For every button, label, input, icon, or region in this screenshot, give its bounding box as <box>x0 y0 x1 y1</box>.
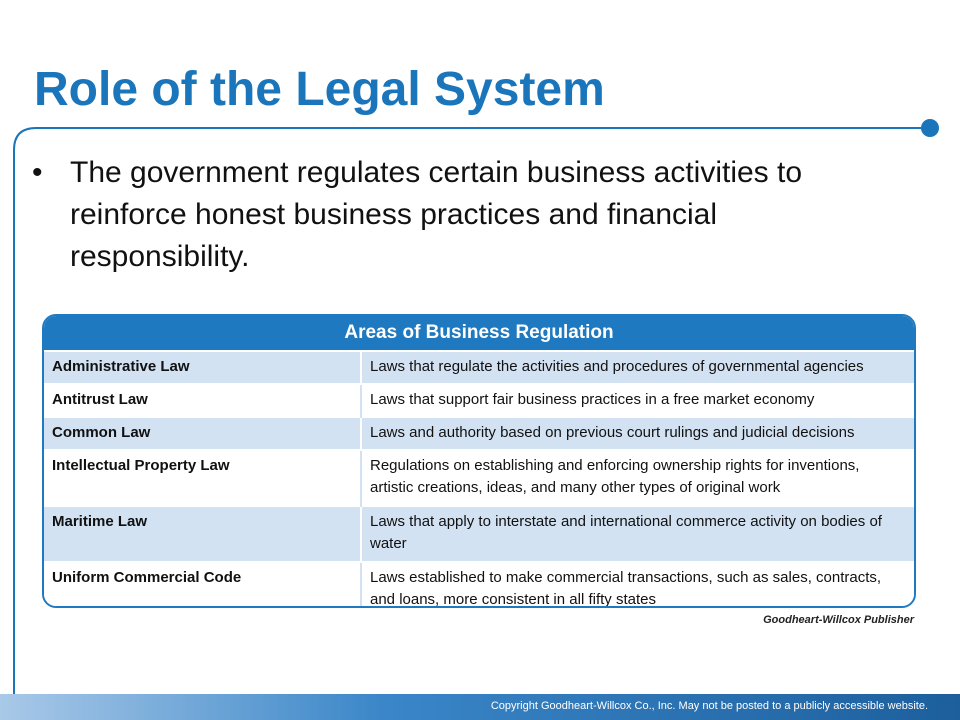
table-row <box>44 450 914 506</box>
row-description: Laws that support fair business practices in a free market economy <box>361 384 914 417</box>
bullet-text: The government regulates certain business activities to reinforce honest business practices and financial responsibility. <box>70 156 803 273</box>
table-row <box>44 384 914 417</box>
row-term: Intellectual Property Law <box>44 450 361 506</box>
table-row <box>44 417 914 450</box>
row-description: Regulations on establishing and enforcing ownership rights for inventions, artistic creations, ideas, and many other types of original work <box>361 450 914 506</box>
table-row <box>44 506 914 562</box>
publisher-credit: Goodheart-Willcox Publisher <box>763 614 914 626</box>
copyright-notice: Copyright Goodheart-Willcox Co., Inc. May not be posted to a publicly accessible website. <box>490 700 928 712</box>
bullet-marker: • <box>32 156 43 189</box>
row-description: Laws established to make commercial transactions, such as sales, contracts, and loans, more consistent in all fifty states <box>361 562 914 608</box>
row-description: Laws and authority based on previous court rulings and judicial decisions <box>361 417 914 450</box>
row-description: Laws that regulate the activities and procedures of governmental agencies <box>361 351 914 384</box>
footer-bar <box>0 694 960 720</box>
row-term: Administrative Law <box>44 351 361 384</box>
row-term: Common Law <box>44 417 361 450</box>
slide-title: Role of the Legal System <box>34 63 605 116</box>
table-title: Areas of Business Regulation <box>44 316 914 350</box>
table-row <box>44 562 914 608</box>
regulation-table <box>42 314 916 608</box>
row-description: Laws that apply to interstate and international commerce activity on bodies of water <box>361 506 914 562</box>
table-row <box>44 351 914 384</box>
row-term: Maritime Law <box>44 506 361 562</box>
bullet-point <box>32 152 892 278</box>
row-term: Antitrust Law <box>44 384 361 417</box>
regulation-table-body <box>44 350 914 608</box>
row-term: Uniform Commercial Code <box>44 562 361 608</box>
